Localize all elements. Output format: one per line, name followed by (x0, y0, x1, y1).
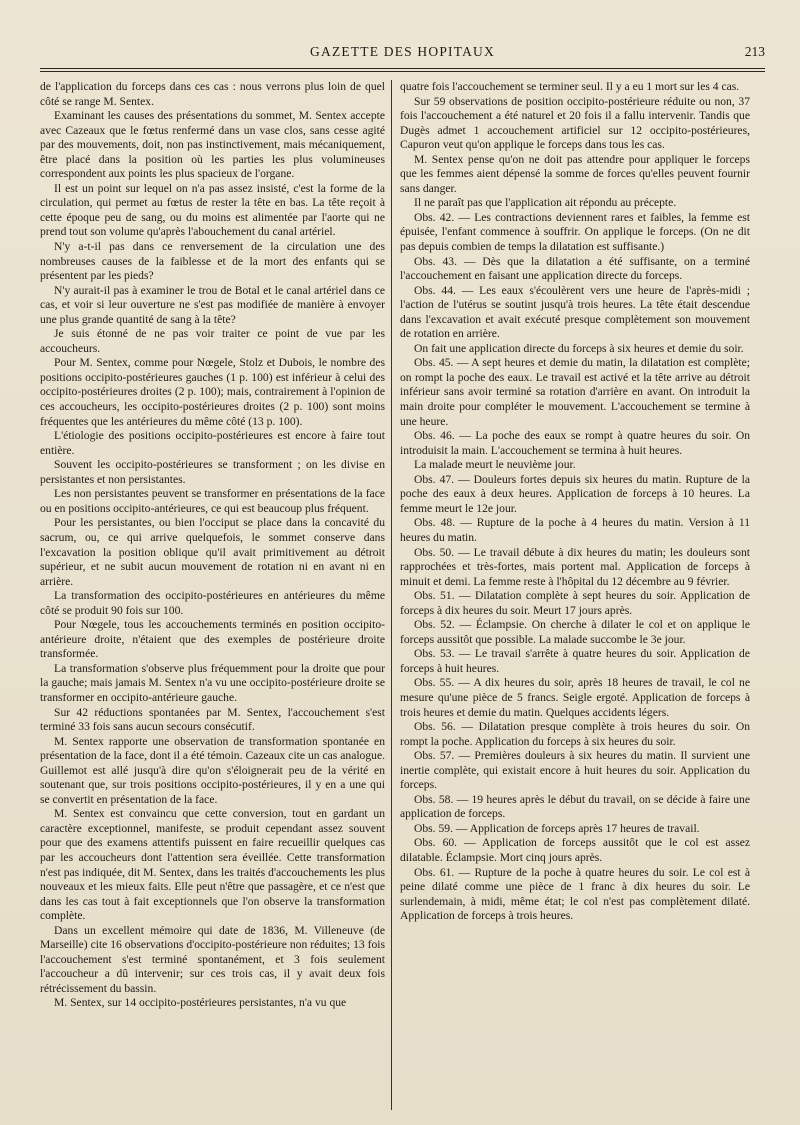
paragraph: N'y a-t-il pas dans ce renversement de la circulation une des nombreuses causes de la faiblesse et de la mort des enfants qui se présentent par les pieds? (40, 240, 385, 283)
paragraph: M. Sentex, sur 14 occipito-postérieures persistantes, n'a vu que (54, 996, 347, 1010)
paragraph: de l'application du forceps dans ces cas : nous verrons plus loin de quel côté se range M. Sentex. (40, 80, 385, 108)
paragraph: On fait une application directe du forceps à six heures et demie du soir. (414, 341, 744, 355)
paragraph: M. Sentex est convaincu que cette conversion, tout en gardant un caractère exceptionnel, manifeste, se produit cependant assez souvent pour que des examens attentifs puissent en faire recueillir quelques cas par les accoucheurs dont l'attention sera éveillée. Cette transformation n'est pas indiquée, dit M. Sentex, dans les traités d'accouchements les plus nouveaux et les mieux faits. Elle peut n'être que passagère, et ce n'est que dans les cas tout à fait exceptionnels que l'on observe la transformation complète. (40, 807, 385, 923)
paragraph: N'y aurait-il pas à examiner le trou de Botal et le canal artériel dans ce cas, et voir si leur ouverture ne s'est pas modifiée de manière à envoyer une plus grande quantité de sang à la tête? (40, 283, 385, 326)
paragraph: Obs. 52. — Éclampsie. On cherche à dilater le col et on applique le forceps aussitôt que possible. La malade succombe le 3e jour. (400, 618, 750, 646)
paragraph: L'étiologie des positions occipito-postérieures est encore à faire tout entière. (40, 429, 385, 457)
paragraph: La transformation s'observe plus fréquemment pour la droite que pour la gauche; mais jamais M. Sentex n'a vu une occipito-postérieure droite se transformer en occipito-antérieure gauche. (40, 661, 385, 704)
paragraph: Obs. 48. — Rupture de la poche à 4 heures du matin. Version à 11 heures du matin. (400, 516, 750, 544)
paragraph: La transformation des occipito-postérieures en antérieures du même côté se produit 90 fois sur 100. (40, 589, 385, 617)
page-number: 213 (744, 44, 765, 59)
paragraph: Pour M. Sentex, comme pour Nœgele, Stolz et Dubois, le nombre des positions occipito-postérieures gauches (1 p. 100) est inférieur à celui des occipito-postérieures droites (2 p. 100); mais, contrairement à l'opinion de ces accoucheurs, les occipito-postérieures droites (2 p. 100) sont moins fréquentes que les antérieures du même côté (13 p. 100). (40, 356, 385, 428)
paragraph: Obs. 53. — Le travail s'arrête à quatre heures du soir. Application de forceps à huit heures. (400, 647, 750, 675)
journal-title: GAZETTE DES HOPITAUX (310, 44, 495, 59)
paragraph: Obs. 61. — Rupture de la poche à quatre heures du soir. Le col est à peine dilaté comme une pièce de 1 franc à dix heures du soir. Le surlendemain, à midi, même état; le col n'est pas complètement dilaté. Application de forceps à trois heures. (400, 865, 750, 923)
paragraph: Il est un point sur lequel on n'a pas assez insisté, c'est la forme de la circulation, qui permet au fœtus de rester la tête en bas. La tête reçoit à cette époque peu de sang, ou du moins est alimentée par l'aorte qui ne prend tout son volume qu'après l'abouchement du canal artériel. (40, 181, 385, 239)
paragraph: La malade meurt le neuvième jour. (414, 458, 576, 472)
right-column (400, 80, 750, 924)
paragraph: Obs. 58. — 19 heures après le début du travail, on se décide à faire une application de forceps. (400, 792, 750, 821)
paragraph: Obs. 45. — A sept heures et demie du matin, la dilatation est complète; on rompt la poche des eaux. Le travail est activé et la tête arrive au détroit inférieur sans avoir terminé sa rotation d'arrière en avant. On introduit la main droite pour compléter le mouvement. L'accouchement se termine à une heure. (400, 356, 750, 428)
paragraph: Sur 42 réductions spontanées par M. Sentex, l'accouchement s'est terminé 33 fois sans aucun secours consécutif. (40, 705, 385, 734)
paragraph: Dans un excellent mémoire qui date de 1836, M. Villeneuve (de Marseille) cite 16 observations d'occipito-postérieure non réduites; 13 fois l'accouchement s'est terminé spontanément, et 3 fois seulement l'accoucheur a dû intervenir; sur ces trois cas, il y avait deux fois rétrécissement du bassin. (40, 923, 385, 995)
paragraph: Les non persistantes peuvent se transformer en présentations de la face ou en positions occipito-antérieures, ce qui est beaucoup plus fréquent. (40, 487, 385, 515)
paragraph: Examinant les causes des présentations du sommet, M. Sentex accepte avec Cazeaux que le fœtus renfermé dans un vase clos, sans cesse agité par des mouvements, doit, non pas instinctivement, mais mécaniquement, être placé dans la position où les parties les plus volumineuses correspondent aux points les plus spacieux de l'organe. (40, 109, 385, 181)
paragraph: Obs. 60. — Application de forceps aussitôt que le col est assez dilatable. Éclampsie. Mort cinq jours après. (400, 836, 750, 864)
paragraph: M. Sentex rapporte une observation de transformation spontanée en présentation de la face, dont il a été témoin. Cazeaux cite un cas analogue. Guillemot est allé jusqu'à dire qu'on s'éloignerait peu de la vérité en soutenant que, sur trois positions occipito-postérieures, il y en a une qui se convertit en présentation de la face. (40, 734, 385, 806)
paragraph: Obs. 57. — Premières douleurs à six heures du matin. Il survient une inertie complète, qui existait encore à huit heures du soir. Application du forceps. (400, 749, 750, 792)
paragraph: Obs. 46. — La poche des eaux se rompt à quatre heures du soir. On introduisit la main. L'accouchement se termina à huit heures. (400, 429, 750, 457)
paragraph: Obs. 43. — Dès que la dilatation a été suffisante, on a terminé l'accouchement en faisant une application directe du forceps. (400, 254, 750, 283)
column-divider (391, 80, 392, 1110)
paragraph: M. Sentex pense qu'on ne doit pas attendre pour appliquer le forceps que les femmes aient dépensé la somme de forces qu'elles peuvent fournir sans danger. (400, 152, 750, 195)
paragraph: Souvent les occipito-postérieures se transforment ; on les divise en persistantes et non persistantes. (40, 458, 385, 486)
paragraph: Obs. 59. — Application de forceps après 17 heures de travail. (414, 821, 700, 835)
paragraph: Obs. 47. — Douleurs fortes depuis six heures du matin. Rupture de la poche des eaux à deux heures. Application de forceps à 10 heures. La femme meurt le 12e jour. (400, 472, 750, 515)
paragraph: Il ne paraît pas que l'application ait répondu au précepte. (414, 196, 677, 210)
left-column (40, 80, 385, 1011)
paragraph: Obs. 55. — A dix heures du soir, après 18 heures de travail, le col ne mesure qu'une pièce de 5 francs. Seigle ergoté. Application de forceps à trois heures et demie du matin. Quelques accidents légers. (400, 676, 750, 719)
paragraph: Obs. 44. — Les eaux s'écoulèrent vers une heure de l'après-midi ; l'action de l'utérus se soutint jusqu'à trois heures. La tête était descendue dans l'excavation et avait exécuté presque complètement son mouvement de rotation en arrière. (400, 283, 750, 341)
header-rule-top (40, 68, 765, 69)
paragraph: Pour Nœgele, tous les accouchements terminés en position occipito-antérieure droite, n'étaient que des exemples de postérieure droite transformée. (40, 618, 385, 661)
paragraph: Obs. 56. — Dilatation presque complète à trois heures du soir. On rompt la poche. Application du forceps à six heures du soir. (400, 720, 750, 748)
paragraph: quatre fois l'accouchement se terminer seul. Il y a eu 1 mort sur les 4 cas. (400, 80, 740, 93)
paragraph: Obs. 42. — Les contractions deviennent rares et faibles, la femme est épuisée, l'enfant commence à souffrir. On applique le forceps. (On ne dit pas depuis combien de temps la dilatation est suffisante.) (400, 210, 750, 254)
page-header (40, 44, 765, 66)
header-rule-bottom (40, 71, 765, 72)
paragraph: Pour les persistantes, ou bien l'occiput se place dans la concavité du sacrum, ou, ce qui arrive quelquefois, le sommet conserve dans l'excavation la position oblique qu'il avait primitivement au détroit supérieur, et ne subit aucun mouvement de rotation ni en avant ni en arrière. (40, 516, 385, 588)
paragraph: Obs. 51. — Dilatation complète à sept heures du soir. Application de forceps à dix heures du soir. Meurt 17 jours après. (400, 589, 750, 617)
paragraph: Sur 59 observations de position occipito-postérieure réduite ou non, 37 fois l'accouchement a été naturel et 20 fois il a fallu intervenir. Tandis que Dugès admet 1 accouchement artificiel sur 12 occipito-postérieures, Capuron veut qu'on applique le forceps dans tous les cas. (400, 94, 750, 152)
paragraph: Obs. 50. — Le travail débute à dix heures du matin; les douleurs sont rapprochées et très-fortes, mais portent mal. Application de forceps à minuit et demi. La femme reste à l'hôpital du 12 décembre au 9 février. (400, 545, 750, 588)
paragraph: Je suis étonné de ne pas voir traiter ce point de vue par les accoucheurs. (40, 327, 385, 355)
